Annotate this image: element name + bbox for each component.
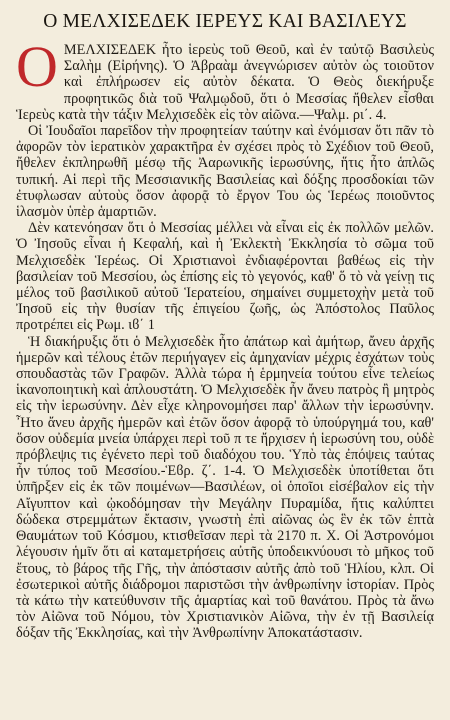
paragraph: Οἱ Ἰουδαῖοι παρεῖδον τὴν προφητείαν ταύτην καὶ ἐνόμισαν ὅτι πᾶν τὸ ἀφορῶν τὸν ἱερατικὸν χαρακτῆρα ἐν σχέσει πρὸς τὸ Σχέδιον τοῦ Θεοῦ, ἤθελεν ἐκπληρωθῆ μέσῳ τῆς Ἀαρωνικῆς ἱερωσύνης, ἥτις ἦτο ἁπλῶς τυπική. Αἱ περὶ τῆς Μεσσιανικῆς Βασιλείας καὶ δόξης προσδοκίαι τῶν ἐτυφλωσαν αὐτοὺς ὅσον ἀφορᾷ τὸ ἔργον Του ὡς Ἱερέως ποιοῦντος ἱλασμὸν ὑπὲρ ἁμαρτιῶν. <box>16 123 434 221</box>
paragraph: Ἡ διακήρυξις ὅτι ὁ Μελχισεδὲκ ἦτο ἀπάτωρ καὶ ἀμήτωρ, ἄνευ ἀρχῆς ἡμερῶν καὶ τέλους ἐτῶν περιήγαγεν εἰς ἀμηχανίαν μέχρις ἐσχάτων τοὺς σπουδαστὰς τῶν Γραφῶν. Ἀλλὰ τώρα ἡ ἑρμηνεία τούτου εἶνε τελείως ἱκανοποιητικὴ καὶ ἁπλουστάτη. Ὁ Μελχισεδὲκ ἦν ἄνευ πατρὸς ἢ μητρὸς εἰς τὴν ἱερωσύνην. Δὲν εἶχε κληρονομήσει παρ' ἄλλων τὴν ἱερωσύνην. Ἦτο ἄνευ ἀρχῆς ἡμερῶν καὶ ἐτῶν ὅσον ἀφορᾷ τὸ ὑπούργημά του, καθ' ὅσον οὐδεμία μνεία ὑπάρχει περὶ τοῦ π τε ἤρχισεν ἡ ἱερωσύνη του, οὐδὲ πρόβλεψις τις ἐγένετο περὶ τοῦ διαδόχου του. Ὑπὸ τὰς ἐπόψεις ταύτας ἦν τύπος τοῦ Μεσσίου.-Ἑϐρ. ζ΄. 1-4. Ὁ Μελχισεδὲκ ὑποτίθεται ὅτι ὑπῆρξεν εἰς ἐκ τῶν ποιμένων—Βασιλέων, οἱ ὁποῖοι εἰσέβαλον εἰς τὴν Αἴγυπτον καὶ ᾠκοδόμησαν τὴν Μεγάλην Πυραμίδα, ἥτις καλύπτει δώδεκα στρεμμάτων ἔκτασιν, γνωστὴ ἐπὶ αἰῶνας ὡς ἓν ἐκ τῶν ἑπτὰ Θαυμάτων τοῦ Κόσμου, κτισθεῖσαν περὶ τὰ 2170 π. Χ. Οἱ Ἀστρονόμοι λέγουσιν ἡμῖν ὅτι αἱ καταμετρήσεις αὐτῆς ὑποδεικνύουσι τὸ μῆκος τοῦ ἔτους, τὸ βάρος τῆς Γῆς, τὴν ἀπόστασιν αὐτῆς ἀπὸ τοῦ Ἡλίου, κλπ. Οἱ ἐσωτερικοὶ αὐτῆς διάδρομοι παριστῶσι τὴν ἀνθρωπίνην ἱστορίαν. Πρὸς τὰ κάτω τὴν κατεύθυνσιν τῆς ἁμαρτίας καὶ τοῦ θανάτου. Πρὸς τὰ ἄνω τὸν Αἰῶνα τοῦ Νόμου, τὸν Χριστιανικὸν Αἰῶνα, τὴν ἐν τῇ Βασιλείᾳ δόξαν τῆς Ἐκκλησίας, καὶ τὴν Ἀνθρωπίνην Ἀποκατάστασιν. <box>16 333 434 642</box>
paragraph-text: ΜΕΛΧΙΣΕΔΕΚ ἦτο ἱερεὺς τοῦ Θεοῦ, καὶ ἐν ταὐτῷ Βασιλεὺς Σαλὴμ (Εἰρήνης). Ὁ Ἀβραὰμ ἀνεγνώρισεν αὐτὸν ὡς τοιοῦτον καὶ ἐπλήρωσεν εἰς αὐτὸν δέκατα. Ὁ Θεὸς διεκήρυξε προφητικῶς διὰ τοῦ Ψαλμῳδοῦ, ὅτι ὁ Μεσσίας ἤθελεν εἶσθαι Ἱερεὺς κατὰ τὴν τάξιν Μελχισεδὲκ εἰς τὸν αἰῶνα.—Ψαλμ. ρι΄. 4. <box>16 42 434 123</box>
drop-cap: Ο <box>16 34 58 99</box>
article-body <box>16 34 434 642</box>
paragraph <box>16 34 434 123</box>
paragraph: Δὲν κατενόησαν ὅτι ὁ Μεσσίας μέλλει νὰ εἶναι εἰς ἐκ πολλῶν μελῶν. Ὁ Ἰησοῦς εἶναι ἡ Κεφαλή, καὶ ἡ Ἐκλεκτὴ Ἐκκλησία τὸ σῶμα τοῦ Μελχισεδὲκ Ἱερέως. Οἱ Χριστιανοὶ ἐνδιαφέρονται βαθέως εἰς τὴν βασιλείαν τοῦ Μεσσίου, ὡς ἐπίσης εἰς τὸ γεγονός, καθ' ὅ τὸ νὰ γείνῃ τις μέλος τοῦ βασιλικοῦ αὐτοῦ Ἱερατείου, σημαίνει συμμετοχὴν μετὰ τοῦ Ἰησοῦ εἰς τὴν θυσίαν τῆς ἐπιγείου ζωῆς, ὡς Ἀπόστολος Παῦλος προτρέπει εἰς Ρωμ. ιϐ΄ 1 <box>16 220 434 334</box>
page-title: Ο ΜΕΛΧΙΣΕΔΕΚ ΙΕΡΕΥΣ ΚΑΙ ΒΑΣΙΛΕΥΣ <box>43 11 407 32</box>
